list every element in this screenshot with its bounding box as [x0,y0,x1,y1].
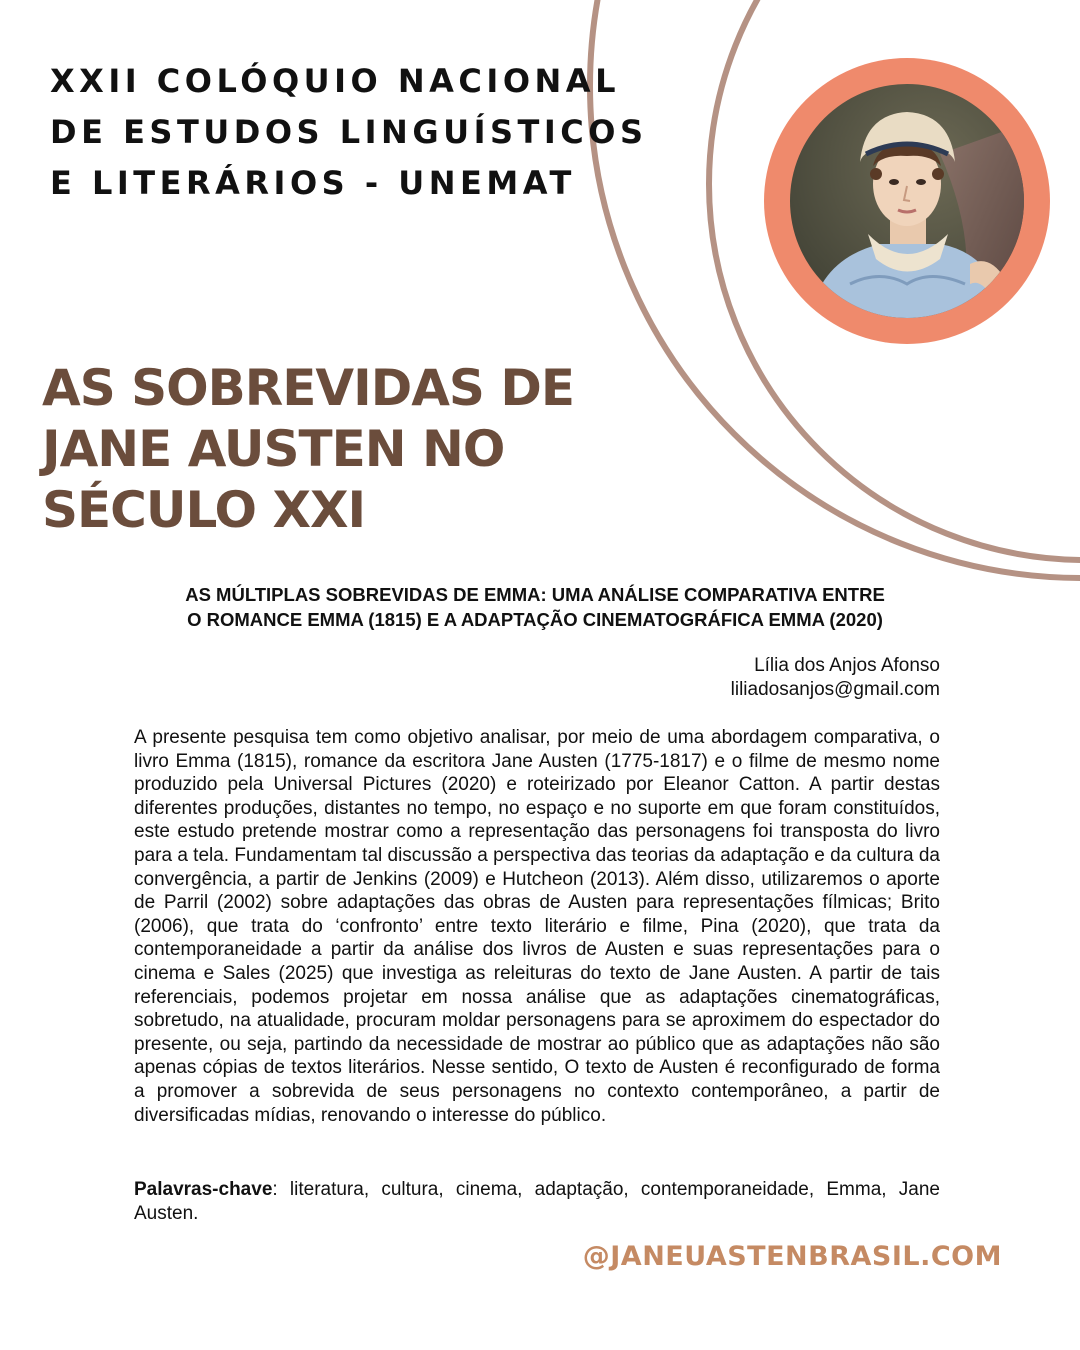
paper-title-line: O ROMANCE EMMA (1815) E A ADAPTAÇÃO CINEMATOGRÁFICA EMMA (2020) [187,609,883,630]
abstract-text: A presente pesquisa tem como objetivo analisar, por meio de uma abordagem comparativa, o livro Emma (1815), romance da escritora Jane Austen (1775-1817) e o filme de mesmo nome produzido pela Universal Pictures (2020) e roteirizado por Eleanor Catton. A partir destas diferentes produções, distantes no tempo, no espaço e no suporte em que foram constituídos, este estudo pretende mostrar como a representação das personagens foi transposta do livro para a tela. Fundamentam tal discussão a perspectiva das teorias da adaptação e da cultura da convergência, a partir de Jenkins (2009) e Hutcheon (2013). Além disso, utilizaremos o aporte de Parril (2002) sobre adaptações das obras de Austen para representações fílmicas; Brito (2006), que trata do ‘confronto’ entre texto literário e filme, Pina (2020), que trata da contemporaneidade a partir da análise dos livros de Austen e suas representações para o cinema e Sales (2025) que investiga as releituras do texto de Jane Austen. A partir de tais referenciais, podemos projetar em nossa análise que as adaptações cinematográficas, sobretudo, na atualidade, procuram moldar personagens para se aproximem do espectador do presente, ou seja, partindo da necessidade de mostrar ao público que as adaptações não são apenas cópias de textos literários. Nesse sentido, O texto de Austen é reconfigurado de forma a promover a sobrevida de seus personagens no contexto contemporâneo, a partir de diversificadas mídias, renovando o interesse do público. [134,727,940,1126]
author-email[interactable]: liliadosanjos@gmail.com [730,679,940,700]
event-title [50,56,648,209]
portrait-illustration [790,84,1024,318]
author-block [731,654,940,702]
paper-title [120,582,950,632]
portrait-frame [764,58,1050,344]
event-title-line: DE ESTUDOS LINGUÍSTICOS [50,113,648,151]
keywords-label: Palavras-chave [134,1179,273,1200]
main-title-line: AS SOBREVIDAS DE [42,359,574,417]
social-handle[interactable]: @JANEUASTENBRASIL.COM [582,1241,1002,1272]
event-title-line: XXII COLÓQUIO NACIONAL [50,62,620,100]
paper-title-line: AS MÚLTIPLAS SOBREVIDAS DE EMMA: UMA ANÁLISE COMPARATIVA ENTRE [185,584,885,605]
main-title-line: JANE AUSTEN NO [42,420,505,478]
portrait-image [790,84,1024,318]
keywords-list: : literatura, cultura, cinema, adaptação, contemporaneidade, Emma, Jane Austen. [134,1179,940,1224]
author-name: Lília dos Anjos Afonso [754,655,940,676]
main-title [42,358,602,541]
keywords [134,1178,940,1225]
event-title-line: E LITERÁRIOS - UNEMAT [50,164,576,202]
main-title-line: SÉCULO XXI [42,481,366,539]
